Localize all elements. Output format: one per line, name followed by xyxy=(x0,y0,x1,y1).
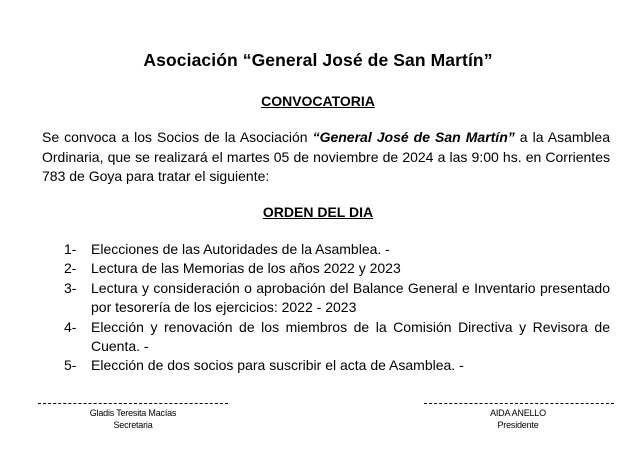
association-name: “General José de San Martín” xyxy=(312,129,515,145)
president-signature-line xyxy=(424,403,614,404)
orden-del-dia-heading: ORDEN DEL DIA xyxy=(262,204,374,220)
agenda-item xyxy=(64,259,610,278)
president-role: Presidente xyxy=(497,419,539,430)
convocatoria-heading: CONVOCATORIA xyxy=(261,93,375,109)
agenda-item-number: 4- xyxy=(64,318,77,335)
agenda-item xyxy=(64,279,610,318)
president-name: AIDA ANELLO xyxy=(490,408,546,418)
paragraph-text-before: Se convoca a los Socios de la Asociación xyxy=(42,129,313,145)
convocatoria-paragraph xyxy=(42,128,610,187)
agenda-item xyxy=(64,318,610,357)
agenda-item-text: Elección y renovación de los miembros de la Comisión Directiva y Revisora de Cuenta. - xyxy=(91,318,610,355)
agenda-item-number: 2- xyxy=(64,260,77,277)
agenda-item-text: Elección de dos socios para suscribir el acta de Asamblea. - xyxy=(91,357,464,374)
agenda-list xyxy=(64,240,610,376)
president-signature-block xyxy=(455,408,581,431)
agenda-item xyxy=(64,240,610,259)
secretary-signature-line xyxy=(38,403,228,404)
paragraph-text-after: a la Asamblea Ordinaria, que se realizará el martes 05 de noviembre de 2024 a las 9:00 hs. en Corrientes 783 de Goya para tratar el siguiente: xyxy=(42,129,610,184)
agenda-item-number: 5- xyxy=(64,357,77,374)
agenda-item-number: 1- xyxy=(64,241,77,257)
secretary-role: Secretaria xyxy=(113,419,153,430)
agenda-item xyxy=(64,356,610,375)
secretary-signature-block xyxy=(70,408,196,431)
secretary-name: Gladis Teresita Macías xyxy=(89,408,177,418)
agenda-item-text: Lectura de las Memorias de los años 2022 y 2023 xyxy=(91,260,401,277)
agenda-item-text: Elecciones de las Autoridades de la Asamblea. - xyxy=(91,241,390,257)
document-title: Asociación “General José de San Martín” xyxy=(143,50,493,70)
agenda-item-number: 3- xyxy=(64,279,77,296)
agenda-item-text: Lectura y consideración o aprobación del Balance General e Inventario presentado por tesorería de los ejercicios: 2022 - 2023 xyxy=(91,279,610,316)
